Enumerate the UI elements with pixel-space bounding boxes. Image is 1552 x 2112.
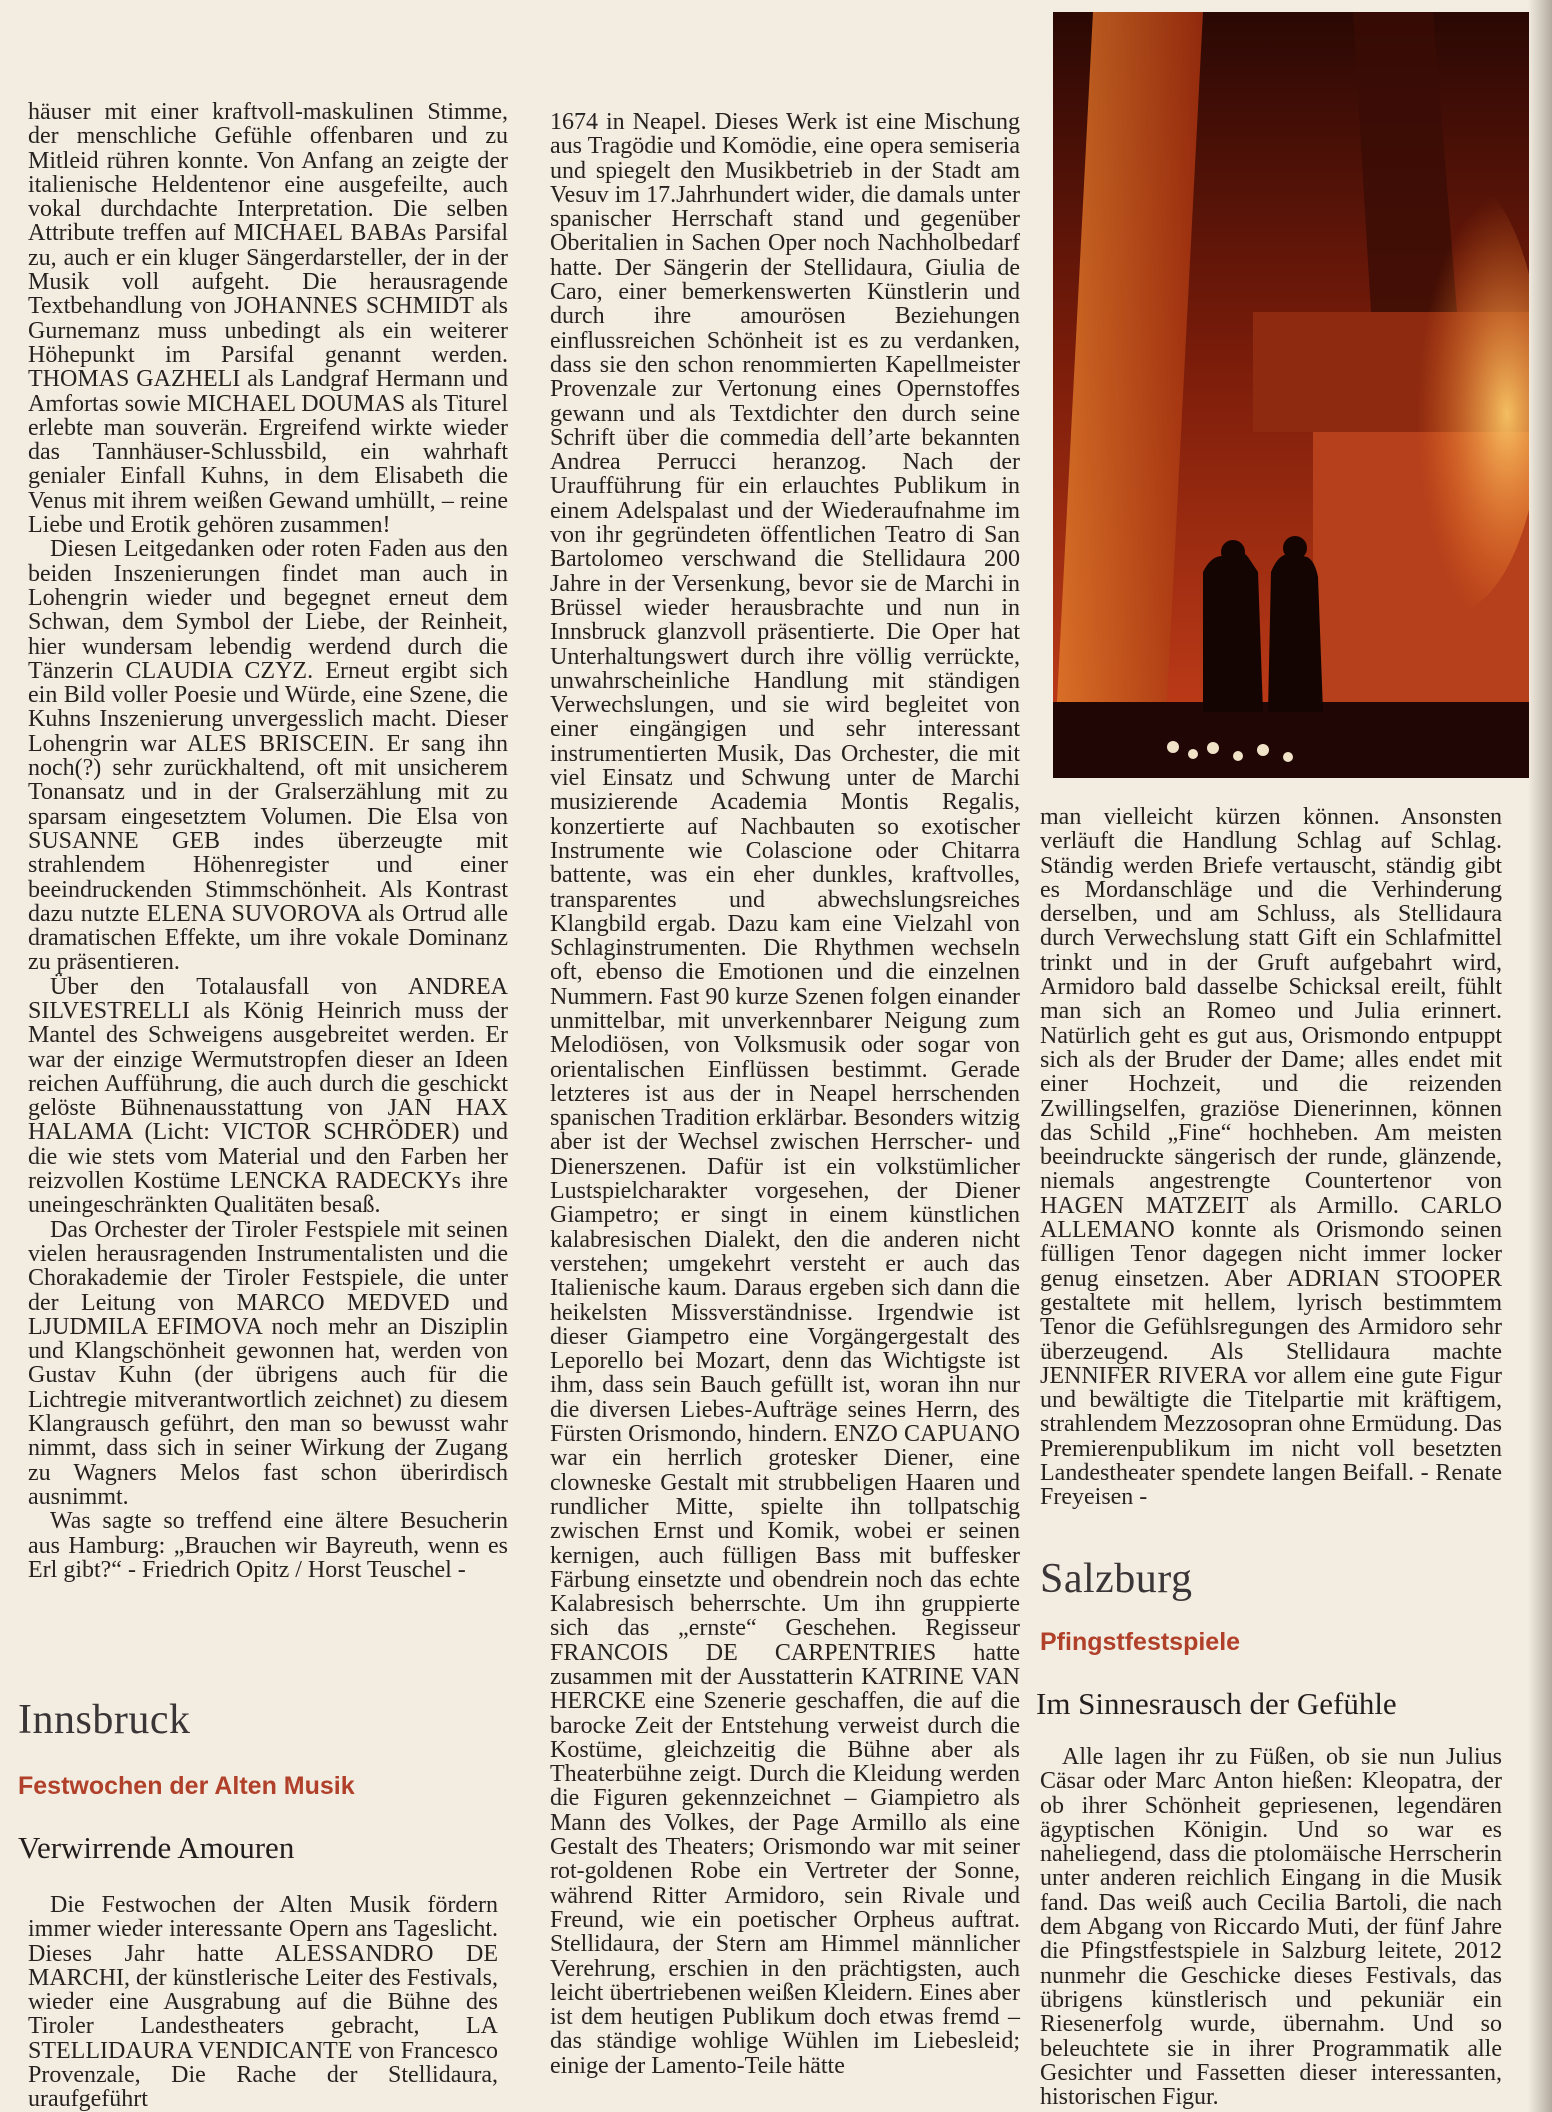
innsbruck-headline: Verwirrende Amouren	[18, 1830, 295, 1865]
paragraph: Das Orchester der Tiroler Festspiele mit seinen vielen herausragenden Instrumentalisten und die Chorakademie der Tiroler Festspiele, die unter der Leitung von MARCO MEDVED und LJUDMILA EFIMOVA noch mehr an Disziplin und Klangschönheit gewonnen hat, werden von Gustav Kuhn (der übrigens auch für die Lichtregie mitverantwortlich zeichnet) zu diesem Klangrausch geführt, den man so bewusst wahr nimmt, dass sich in seiner Wirkung der Zugang zu Wagners Melos fast schon überirdisch ausnimmt.	[28, 1216, 508, 1510]
article-column-2	[550, 110, 1020, 2078]
salzburg-headline: Im Sinnesrausch der Gefühle	[1036, 1686, 1397, 1721]
salzburg-subtitle: Pfingstfestspiele	[1040, 1628, 1241, 1656]
paragraph: man vielleicht kürzen können. Ansonsten verläuft die Handlung Schlag auf Schlag. Ständig werden Briefe vertauscht, ständig gibt es Mordanschläge und die Verhinderung derselben, und am Schluss, als Stellidaura durch Verwechslung statt Gift ein Schlafmittel trinkt und in der Gruft aufgebahrt wird, Armidoro bald dasselbe Schicksal ereilt, fühlt man sich an Romeo und Julia erinnert. Natürlich geht es gut aus, Orismondo entpuppt sich als der Bruder der Dame; alles endet mit einer Hochzeit, und die reizenden Zwillingselfen, graziöse Dienerinnen, können das Schild „Fine“ hochheben. Am meisten beeindruckte sängerisch der runde, glänzende, niemals angestrengte Countertenor von HAGEN MATZEIT als Armillo. CARLO ALLEMANO konnte als Orismondo seinen fülligen Tenor dagegen nicht immer locker genug einsetzen. Aber ADRIAN STOOPER gestaltete mit hellem, lyrisch bestimmtem Tenor die Gefühlsregungen des Armidoro sehr überzeugend. Als Stellidaura machte JENNIFER RIVERA vor allem eine gute Figur und bewältigte die Titelpartie mit kräftigem, strahlendem Mezzosopran ohne Ermüdung. Das Premierenpublikum im nicht voll besetzten Landestheater spendete langen Beifall. - Renate Freyeisen -	[1040, 804, 1502, 1511]
salzburg-intro-block	[1040, 1745, 1502, 2109]
article-column-3	[1040, 805, 1502, 1510]
stage-photo	[1053, 12, 1529, 778]
paragraph: Was sagte so treffend eine ältere Besucherin aus Hamburg: „Brauchen wir Bayreuth, wenn es Erl gibt?“ - Friedrich Opitz / Horst Teuschel -	[28, 1508, 508, 1583]
innsbruck-subtitle: Festwochen der Alten Musik	[18, 1772, 355, 1800]
paragraph: Die Festwochen der Alten Musik fördern immer wieder interessante Opern ans Tageslicht. Dieses Jahr hatte ALESSANDRO DE MARCHI, der künstlerische Leiter des Festivals, wieder eine Ausgrabung auf die Bühne des Tiroler Landestheaters gebracht, LA STELLIDAURA VENDICANTE von Francesco Provenzale, Die Rache der Stellidaura, uraufgeführt	[28, 1892, 498, 2112]
paragraph: 1674 in Neapel. Dieses Werk ist eine Mischung aus Tragödie und Komödie, eine opera semiseria und spiegelt den Musikbetrieb in der Stadt am Vesuv im 17.Jahrhundert wider, die damals unter spanischer Herrschaft stand und gegenüber Oberitalien in Sachen Oper noch Nachholbedarf hatte. Der Sängerin der Stellidaura, Giulia de Caro, einer bemerkenswerten Künstlerin und durch ihre amourösen Beziehungen einflussreichen Schönheit ist es zu verdanken, dass sie den schon renommierten Kapellmeister Provenzale zur Vertonung eines Opernstoffes gewann und als Textdichter den durch seine Schrift über die commedia dell’arte bekannten Andrea Perrucci heranzog. Nach der Uraufführung für ein erlauchtes Publikum in einem Adelspalast und der Wiederaufnahme im von ihr gegründeten öffentlichen Teatro di San Bartolomeo verschwand die Stellidaura 200 Jahre in der Versenkung, bevor sie de Marchi in Brüssel wieder herausbrachte und nun in Innsbruck glanzvoll präsentierte. Die Oper hat Unterhaltungswert durch ihre völlig verrückte, unwahrscheinliche Handlung mit ständigen Verwechslungen, und sie wird begleitet von einer eingängigen und sehr interessant instrumentierten Musik, Das Orchester, die mit viel Einsatz und Schwung unter de Marchi musizierende Academia Montis Regalis, konzertierte auf Nachbauten so exotischer Instrumente wie Colascione oder Chitarra battente, was ein eher dunkles, kraftvolles, transparentes und abwechslungsreiches Klangbild ergab. Dazu kam eine Vielzahl von Schlaginstrumenten. Die Rhythmen wechseln oft, ebenso die Emotionen und die einzelnen Nummern. Fast 90 kurze Szenen folgen einander unmittelbar, mit unverkennbarer Neigung zum Melodiösen, von Volksmusik oder sogar von orientalischen Einflüssen bestimmt. Gerade letzteres ist aus der in Neapel herrschenden spanischen Tradition erklärbar. Besonders witzig aber ist der Wechsel zwischen Herrscher- und Dienerszenen. Dafür ist ein volkstümlicher Lustspielcharakter vorgesehen, der Diener Giampetro; er singt in einem künstlichen kalabresischen Dialekt, den die anderen nicht verstehen; umgekehrt versteht er auch das Italienische kaum. Daraus ergeben sich dann die heikelsten Missverständnisse. Irgendwie ist dieser Giampetro eine Vorgängergestalt des Leporello bei Mozart, denn das Wichtigste ist ihm, dass sein Bauch gefüllt ist, woran ihn nur die diversen Liebes-Aufträge seines Herrn, des Fürsten Orismondo, hindern. ENZO CAPUANO war ein herrlich grotesker Diener, eine clowneske Gestalt mit strubbeligen Haaren und rundlicher Mitte, spielte ihn tollpatschig zwischen Ernst und Komik, wobei er seinen kernigen, auch fülligen Bass mit buffesker Färbung einsetzte und obendrein noch das echte Kalabresisch beherrschte. Um ihn gruppierte sich das „ernste“ Geschehen. Regisseur FRANCOIS DE CARPENTRIES hatte zusammen mit der Ausstatterin KATRINE VAN HERCKE eine Szenerie geschaffen, die auf die barocke Zeit der Entstehung verweist durch die Kostüme, gleichzeitig die Bühne aber als Theaterbühne zeigt. Durch die Kleidung werden die Figuren gekennzeichnet – Giampietro als Mann des Volkes, der Page Armillo als eine Gestalt des Theaters; Orismondo war mit seiner rot-goldenen Robe ein Vertreter der Sonne, während Ritter Armidoro, sein Rivale und Freund, wie ein poetischer Orpheus auftrat. Stellidaura, der Stern am Himmel männlicher Verehrung, erschien in den prächtigsten, auch leicht übertriebenen weißen Kleidern. Eines aber ist dem heutigen Publikum doch etwas fremd – das ständige wohlige Wühlen im Liebesleid; einige der Lamento-Teile hätte	[550, 109, 1020, 2079]
paragraph: Alle lagen ihr zu Füßen, ob sie nun Julius Cäsar oder Marc Anton hießen: Kleopatra, der ob ihrer Schönheit gepriesenen, legendären ägyptischen Königin. Und so war es naheliegend, dass die ptolomäische Herrscherin unter anderen reichlich Eingang in die Musik fand. Das weiß auch Cecilia Bartoli, die nach dem Abgang von Riccardo Muti, der fünf Jahre die Pfingstfestspiele in Salzburg leitete, 2012 nunmehr die Geschicke dieses Festivals, das übrigens künstlerisch und pekuniär ein Riesenerfolg wurde, übernahm. Und so beleuchtete sie in ihrer Programmatik alle Gesichter und Fassetten dieser interessanten, historischen Figur.	[1040, 1744, 1502, 2111]
paragraph: Über den Totalausfall von ANDREA SILVESTRELLI als König Heinrich muss der Mantel des Schweigens ausgebreitet werden. Er war der einzige Wermutstropfen dieser an Ideen reichen Aufführung, die auch durch die geschickt gelöste Bühnenausstattung von JAN HAX HALAMA (Licht: VICTOR SCHRÖDER) und die wie stets vom Material und den Farben her reizvollen Kostüme LENCKA RADECKYs ihre uneingeschränkten Qualitäten besaß.	[28, 973, 508, 1219]
salzburg-title: Salzburg	[1040, 1556, 1193, 1602]
article-column-1	[28, 100, 508, 1582]
paragraph: Diesen Leitgedanken oder roten Faden aus den beiden Inszenierungen findet man auch in Lohengrin wieder und begegnet erneut dem Schwan, dem Symbol der Liebe, der Reinheit, hier wundersam lebendig werdend durch die Tänzerin CLAUDIA CZYZ. Erneut ergibt sich ein Bild voller Poesie und Würde, eine Szene, die Kuhns Inszenierung unvergesslich macht. Dieser Lohengrin war ALES BRISCEIN. Er sang ihn noch(?) sehr zurückhaltend, oft mit unsicherem Tonansatz und in der Gralserzählung mit zu sparsam eingesetztem Volumen. Die Elsa von SUSANNE GEB indes überzeugte mit strahlendem Höhenregister und einer beeindruckenden Stimmschönheit. Als Kontrast dazu nutzte ELENA SUVOROVA als Ortrud alle dramatischen Effekte, um ihre vokale Dominanz zu präsentieren.	[28, 536, 508, 976]
innsbruck-title: Innsbruck	[18, 1697, 191, 1743]
innsbruck-intro-block	[28, 1893, 498, 2112]
page-gutter-shadow	[1528, 0, 1552, 2112]
paragraph: häuser mit einer kraftvoll-maskulinen Stimme, der menschliche Gefühle offenbaren und zu Mitleid rühren konnte. Von Anfang an zeigte der italienische Heldentenor eine ausgefeilte, auch vokal durchdachte Interpretation. Die selben Attribute treffen auf MICHAEL BABAs Parsifal zu, auch er ein kluger Sängerdarsteller, der in der Musik voll aufgeht. Die herausragende Textbehandlung von JOHANNES SCHMIDT als Gurnemanz muss unbedingt als ein weiterer Höhepunkt im Parsifal genannt werden. THOMAS GAZHELI als Landgraf Hermann und Amfortas sowie MICHAEL DOUMAS als Titurel erlebte man souverän. Ergreifend wirkte wieder das Tannhäuser-Schlussbild, ein wahrhaft genialer Einfall Kuhns, in dem Elisabeth die Venus mit ihrem weißen Gewand umhüllt, – reine Liebe und Erotik gehören zusammen!	[28, 99, 508, 539]
